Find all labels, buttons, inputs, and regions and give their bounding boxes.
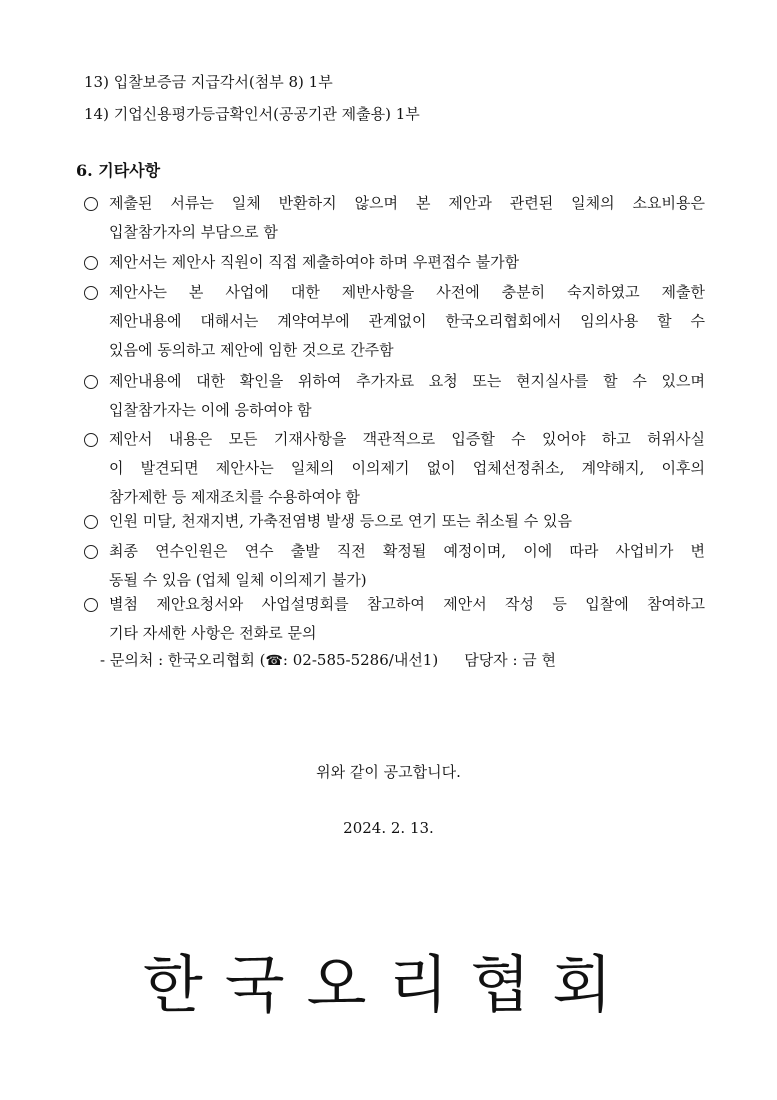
organization-name: 한국오리협회 bbox=[142, 948, 635, 1021]
note-text bbox=[109, 507, 705, 536]
closing-statement: 위와 같이 공고합니다. bbox=[316, 763, 461, 781]
attachment-item-14: 14) 기업신용평가등급확인서(공공기관 제출용) 1부 bbox=[84, 105, 420, 123]
note-line: 참가제한 등 제재조치를 수용하여야 함 bbox=[109, 488, 360, 506]
note-line: 있음에 동의하고 제안에 임한 것으로 간주함 bbox=[109, 341, 394, 359]
contact-manager: 담당자 : 금 현 bbox=[464, 651, 557, 669]
contact-prefix: - 문의처 : 한국오리협회 ( bbox=[100, 651, 266, 669]
phone-icon: ☎ bbox=[265, 653, 283, 669]
note-text bbox=[109, 248, 705, 277]
contact-line bbox=[100, 650, 556, 671]
note-item bbox=[84, 283, 705, 365]
contact-phone: : 02-585-5286/내선1) bbox=[282, 651, 439, 669]
note-text bbox=[109, 425, 705, 512]
note-text bbox=[109, 189, 705, 247]
note-line: 제안사는 본 사업에 대한 제반사항을 사전에 충분히 숙지하였고 제출한 bbox=[109, 283, 705, 301]
note-text bbox=[109, 590, 705, 648]
note-line: 최종 연수인원은 연수 출발 직전 확정될 예정이며, 이에 따라 사업비가 변 bbox=[109, 542, 705, 560]
note-item bbox=[84, 542, 705, 595]
note-line: 이 발견되면 제안사는 일체의 이의제기 없이 업체선정취소, 계약해지, 이후의 bbox=[109, 459, 705, 477]
bullet-circle-icon bbox=[84, 433, 98, 447]
bullet-circle-icon bbox=[84, 375, 98, 389]
attachment-item-13: 13) 입찰보증금 지급각서(첨부 8) 1부 bbox=[84, 73, 333, 91]
bullet-circle-icon bbox=[84, 256, 98, 270]
note-item bbox=[84, 194, 705, 247]
announcement-date: 2024. 2. 13. bbox=[343, 819, 434, 837]
note-line: 동될 수 있음 (업체 일체 이의제기 불가) bbox=[109, 571, 367, 589]
note-text bbox=[109, 537, 705, 595]
bullet-circle-icon bbox=[84, 197, 98, 211]
bullet-circle-icon bbox=[84, 515, 98, 529]
bullet-circle-icon bbox=[84, 598, 98, 612]
note-line: 제안서 내용은 모든 기재사항을 객관적으로 입증할 수 있어야 하고 허위사실 bbox=[109, 430, 705, 448]
note-line: 별첨 제안요청서와 사업설명회를 참고하여 제안서 작성 등 입찰에 참여하고 bbox=[109, 595, 705, 613]
note-item bbox=[84, 512, 705, 536]
section-title: 6. 기타사항 bbox=[76, 161, 161, 180]
bullet-circle-icon bbox=[84, 545, 98, 559]
note-line: 제출된 서류는 일체 반환하지 않으며 본 제안과 관련된 일체의 소요비용은 bbox=[109, 194, 705, 212]
note-line: 제안서는 제안사 직원이 직접 제출하여야 하며 우편접수 불가함 bbox=[109, 253, 520, 271]
note-item bbox=[84, 372, 705, 425]
note-line: 입찰참가자는 이에 응하여야 함 bbox=[109, 401, 312, 419]
note-item bbox=[84, 430, 705, 512]
note-line: 제안내용에 대한 확인을 위하여 추가자료 요청 또는 현지실사를 할 수 있으며 bbox=[109, 372, 705, 390]
note-item bbox=[84, 253, 705, 277]
note-line: 기타 자세한 사항은 전화로 문의 bbox=[109, 624, 317, 642]
note-text bbox=[109, 278, 705, 365]
note-line: 인원 미달, 천재지변, 가축전염병 발생 등으로 연기 또는 취소될 수 있음 bbox=[109, 512, 572, 530]
note-line: 제안내용에 대해서는 계약여부에 관계없이 한국오리협회에서 임의사용 할 수 bbox=[109, 312, 705, 330]
note-text bbox=[109, 367, 705, 425]
bullet-circle-icon bbox=[84, 286, 98, 300]
note-line: 입찰참가자의 부담으로 함 bbox=[109, 223, 278, 241]
note-item bbox=[84, 595, 705, 648]
